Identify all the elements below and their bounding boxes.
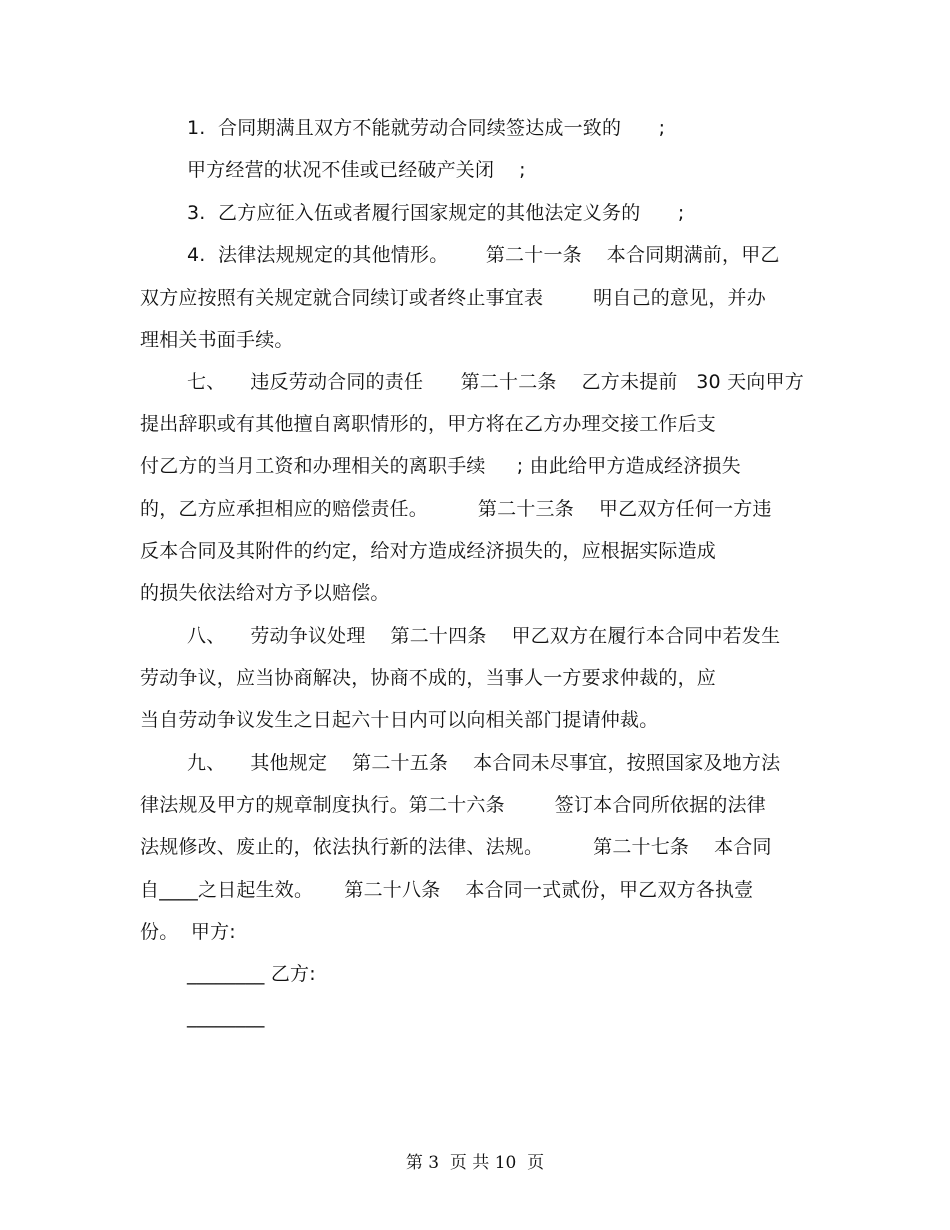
signature-line-2: ________ bbox=[187, 1006, 265, 1028]
text-line-3: 3. 乙方应征入伍或者履行国家规定的其他法定义务的 ; bbox=[187, 202, 685, 224]
text-line-17: 律法规及甲方的规章制度执行。第二十六条 签订本合同所依据的法律 bbox=[140, 794, 766, 816]
text-line-2: 甲方经营的状况不佳或已经破产关闭 ; bbox=[187, 159, 526, 181]
text-line-16: 九、 其他规定 第二十五条 本合同未尽事宜，按照国家及地方法 bbox=[187, 752, 781, 774]
text-line-5: 双方应按照有关规定就合同续订或者终止事宜表 明自己的意见，并办 bbox=[140, 287, 766, 309]
text-line-18: 法规修改、废止的，依法执行新的法律、法规。 第二十七条 本合同 bbox=[140, 836, 772, 858]
text-line-8: 提出辞职或有其他擅自离职情形的，甲方将在乙方办理交接工作后支 bbox=[140, 413, 717, 435]
signature-line-1: ________ 乙方: bbox=[187, 963, 316, 985]
page-number-footer: 第 3 页 共 10 页 bbox=[405, 1153, 545, 1173]
text-line-1: 1. 合同期满且双方不能就劳动合同续签达成一致的 ; bbox=[187, 117, 666, 139]
text-line-6: 理相关书面手续。 bbox=[140, 329, 294, 351]
text-line-9: 付乙方的当月工资和办理相关的离职手续 ; 由此给甲方造成经济损失 bbox=[140, 455, 741, 477]
text-line-15: 当自劳动争议发生之日起六十日内可以向相关部门提请仲裁。 bbox=[140, 709, 659, 731]
text-line-13: 八、 劳动争议处理 第二十四条 甲乙双方在履行本合同中若发生 bbox=[187, 625, 781, 647]
text-line-12: 的损失依法给对方予以赔偿。 bbox=[140, 582, 390, 604]
text-line-4: 4. 法律法规规定的其他情形。 第二十一条 本合同期满前，甲乙 bbox=[187, 244, 780, 266]
text-line-11: 反本合同及其附件的约定，给对方造成经济损失的，应根据实际造成 bbox=[140, 540, 717, 562]
text-line-19: 自____之日起生效。 第二十八条 本合同一式贰份，甲乙双方各执壹 bbox=[140, 879, 754, 901]
text-line-14: 劳动争议，应当协商解决，协商不成的，当事人一方要求仲裁的，应 bbox=[140, 667, 717, 689]
text-line-7: 七、 违反劳动合同的责任 第二十二条 乙方未提前 30 天向甲方 bbox=[187, 371, 804, 393]
text-line-10: 的，乙方应承担相应的赔偿责任。 第二十三条 甲乙双方任何一方违 bbox=[140, 498, 772, 520]
text-line-20: 份。 甲方: bbox=[140, 921, 236, 943]
